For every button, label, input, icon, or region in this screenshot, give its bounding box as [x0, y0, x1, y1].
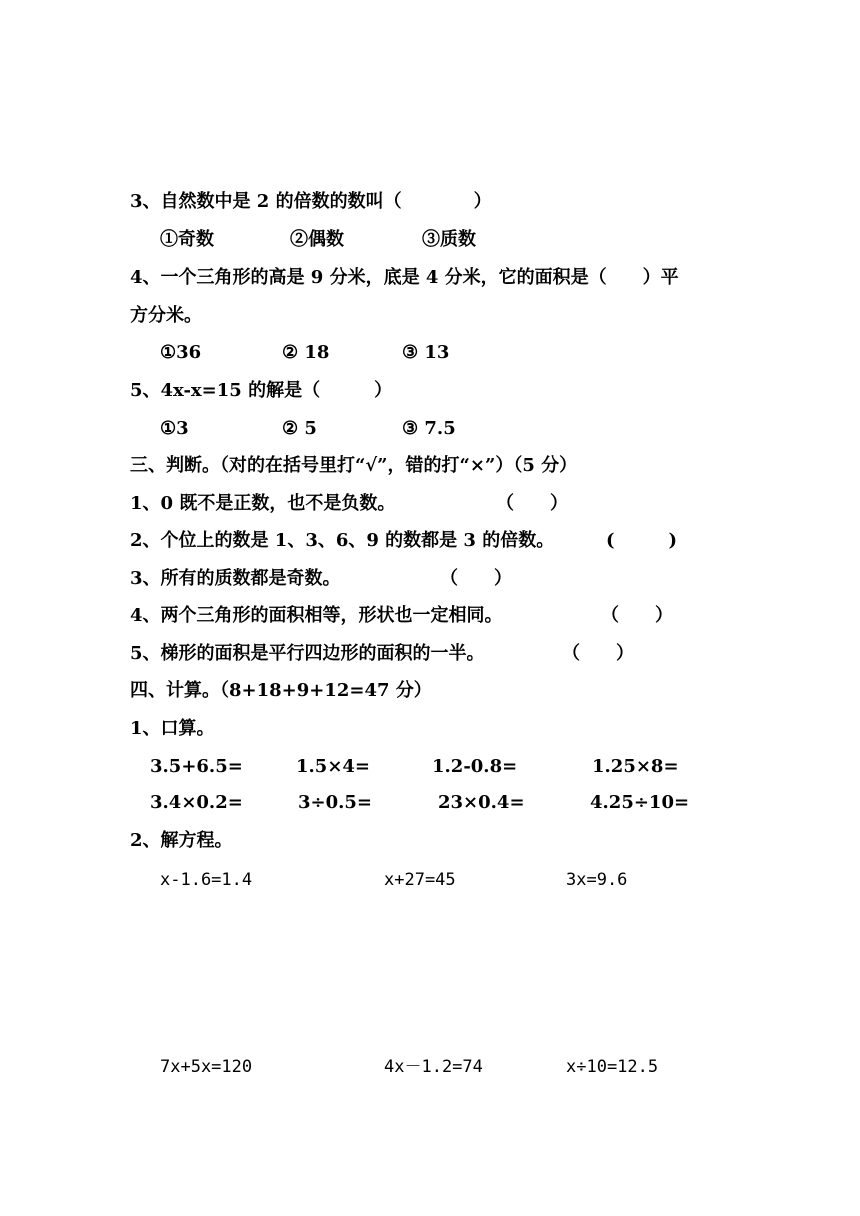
equation-item: 4x－1.2=74: [384, 1057, 483, 1077]
oral-calc-item: 1.2-0.8=: [432, 756, 518, 777]
equation-item: x-1.6=1.4: [160, 870, 253, 890]
judge-item-4-text: 4、两个三角形的面积相等，形状也一定相同。: [130, 605, 503, 626]
judge-item-5-text: 5、梯形的面积是平行四边形的面积的一半。: [130, 643, 485, 664]
judge-item-5-bracket[interactable]: （ ）: [562, 643, 634, 664]
equation-title: 2、解方程。: [130, 830, 233, 851]
section-4-title: 四、计算。（8+18+9+12=47 分）: [130, 680, 432, 701]
question-5-option-3: ③ 7.5: [402, 418, 456, 439]
oral-calc-item: 3.5+6.5=: [150, 756, 243, 777]
question-3-option-2: ②偶数: [290, 229, 344, 250]
equation-item: x÷10=12.5: [566, 1057, 659, 1077]
oral-calc-item: 23×0.4=: [438, 792, 525, 813]
question-3-option-1: ①奇数: [160, 229, 214, 250]
question-4-option-3: ③ 13: [402, 342, 450, 363]
oral-calc-item: 3÷0.5=: [298, 792, 373, 813]
judge-item-4-bracket[interactable]: （ ）: [601, 605, 673, 626]
question-5-stem: 5、4x-x=15 的解是（ ）: [130, 380, 393, 401]
question-4-stem-line-2: 方分米。: [130, 305, 202, 326]
equation-item: x+27=45: [384, 870, 456, 890]
question-5-option-1: ①3: [160, 418, 189, 439]
oral-calc-title: 1、口算。: [130, 718, 215, 739]
equation-item: 7x+5x=120: [160, 1057, 253, 1077]
section-3-title: 三、判断。（对的在括号里打“√”，错的打“×”）（5 分）: [130, 455, 578, 476]
question-4-stem-line-1: 4、一个三角形的高是 9 分米，底是 4 分米，它的面积是（ ）平: [130, 267, 679, 288]
judge-item-2-text: 2、个位上的数是 1、3、6、9 的数都是 3 的倍数。: [130, 530, 555, 551]
oral-calc-item: 1.5×4=: [296, 756, 371, 777]
question-3-stem: 3、自然数中是 2 的倍数的数叫（ ）: [130, 191, 492, 212]
question-3-option-3: ③质数: [422, 229, 476, 250]
judge-item-3-text: 3、所有的质数都是奇数。: [130, 568, 341, 589]
judge-item-3-bracket[interactable]: （ ）: [440, 568, 512, 589]
question-4-option-2: ② 18: [282, 342, 330, 363]
judge-item-2-bracket[interactable]: ( ): [606, 530, 678, 551]
question-5-option-2: ② 5: [282, 418, 317, 439]
oral-calc-item: 4.25÷10=: [590, 792, 690, 813]
question-4-option-1: ①36: [160, 342, 202, 363]
judge-item-1-bracket[interactable]: （ ）: [496, 493, 568, 514]
oral-calc-item: 3.4×0.2=: [150, 792, 243, 813]
equation-item: 3x=9.6: [566, 870, 628, 890]
oral-calc-item: 1.25×8=: [592, 756, 679, 777]
judge-item-1-text: 1、0 既不是正数，也不是负数。: [130, 493, 396, 514]
